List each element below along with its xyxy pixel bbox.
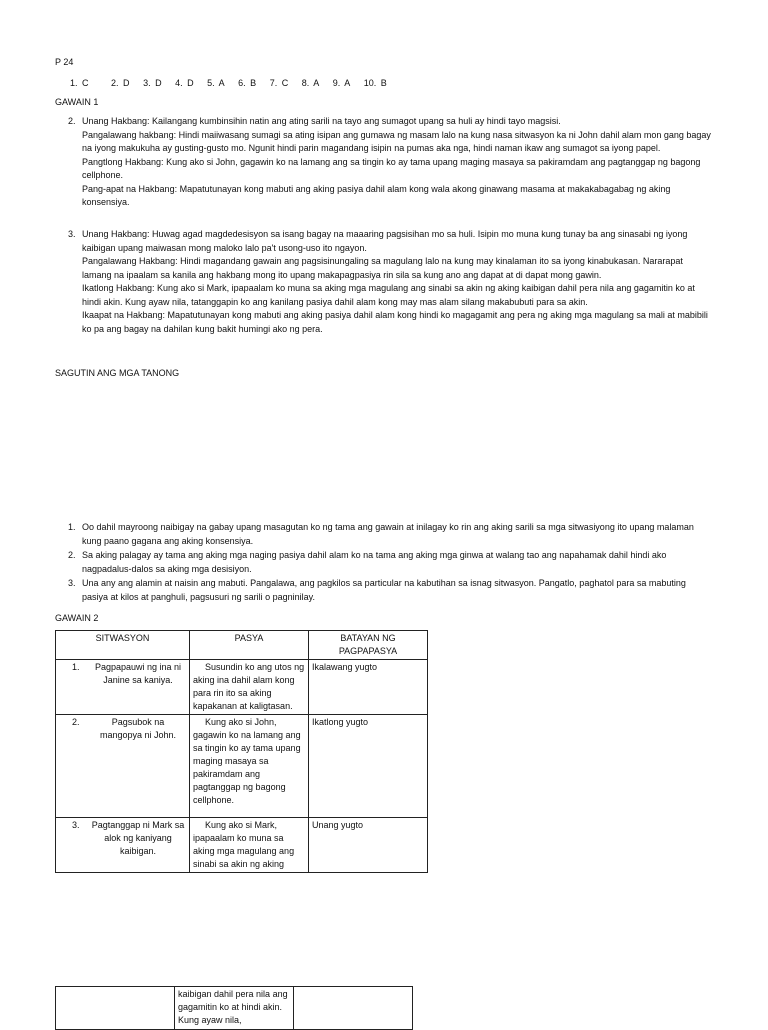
item-number: 2. (68, 550, 76, 560)
gawain1-title: GAWAIN 1 (55, 97, 99, 107)
item-number: 3. (68, 229, 76, 239)
header-pasya: PASYA (190, 631, 309, 660)
answer-text: Una any ang alamin at naisin ang mabuti. Pangalawa, ang pagkilos sa particular na kabutihan sa isnag sitwasyon. Pangatlo, paghatol para sa mabuting pasiya at kilos at panghuli, pagsusuri ng sarili o pagninilay. (82, 578, 686, 602)
step-paragraph: Pangtlong Hakbang: Kung ako si John, gagawin ko na lamang ang sa tingin ko ay tama upang maging masaya sa pakiramdam ang pagtanggap ng bagong cellphone. (82, 156, 701, 180)
step-paragraph: Ikaapat na Hakbang: Mapatutunayan kong mabuti ang aking pasiya dahil alam kong hindi ko magagamit ang pera ng aking mga magulang sa mali at mabibili ko pa ang bagay na dahilan kung bakit humingi ako ng pera. (82, 310, 708, 334)
answer-text: Sa aking palagay ay tama ang aking mga naging pasiya dahil alam ko na tama ang aking mga ginwa at walang tao ang napahamak dahil hindi ako nagpadalus-dalos sa aking mga desisiyon. (82, 550, 667, 574)
sagutin-title: SAGUTIN ANG MGA TANONG (55, 368, 180, 378)
gawain2-table-continuation (55, 986, 413, 1030)
answer-item: 9. A (332, 78, 351, 88)
cell-sitwasyon (56, 660, 190, 715)
sitwasyon-text: Pagpapauwi ng ina ni Janine sa kaniya. (94, 662, 182, 685)
cell-pasya: Kung ako si John, gagawin ko na lamang ang sa tingin ko ay tama upang maging masaya sa pakiramdam ang pagtanggap ng bagong cellphone. (190, 715, 309, 818)
table-header-row (56, 631, 428, 660)
answer-text: Oo dahil mayroong naibigay na gabay upang masagutan ko ng tama ang gawain at inilagay ko rin ang aking sarili sa mga sitwasiyong ito upang malaman kung paano gagana ang aking konsensiya. (82, 522, 694, 546)
answer-item: 5. A (207, 78, 225, 88)
cell-batayan: Ikatlong yugto (309, 715, 428, 818)
cell-batayan: Ikalawang yugto (309, 660, 428, 715)
answer-item: 6. B (238, 78, 257, 88)
step-paragraph: Ikatlong Hakbang: Kung ako si Mark, ipapaalam ko muna sa aking mga magulang ang sinabi sa akin ng aking kaibigan dahil pera nila ang gagamitin ko at hindi akin. Kung ayaw nila, tatanggapin ko ang kanilang pasiya dahil alam kong may mas alam silang makabubuti para sa akin. (82, 283, 695, 307)
cell-pasya: Kung ako si Mark, ipapaalam ko muna sa aking mga magulang ang sinabi sa akin ng aking (190, 818, 309, 873)
cell-sitwasyon-empty (56, 987, 175, 1030)
header-batayan: BATAYAN NG PAGPAPASYA (309, 631, 428, 660)
answer-item: 2. D (111, 78, 130, 88)
row-number: 1. (72, 662, 80, 672)
table-row (56, 715, 428, 818)
row-number: 2. (72, 717, 80, 727)
answer-item: 4. D (175, 78, 194, 88)
step-paragraph: Unang Hakbang: Kailangang kumbinsihin natin ang ating sarili na tayo ang sumagot upang sa huli ay hindi tayo magsisi. (82, 116, 561, 126)
answer-key (70, 77, 387, 91)
table-row (56, 660, 428, 715)
answer-paragraph-2 (68, 549, 712, 576)
item-number: 2. (68, 116, 76, 126)
answer-item: 7. C (269, 78, 289, 88)
table-row (56, 987, 413, 1030)
page-label: P 24 (55, 57, 74, 67)
gawain1-item-2 (68, 115, 712, 210)
answer-item: 3. D (143, 78, 162, 88)
gawain2-title: GAWAIN 2 (55, 613, 99, 623)
answer-item: 1. C (70, 78, 89, 88)
cell-batayan-empty (294, 987, 413, 1030)
step-paragraph: Unang Hakbang: Huwag agad magdedesisyon sa isang bagay na maaaring pagsisihan mo sa huli. Isipin mo muna kung tunay ba ang sinasabi ng iyong kaibigan upang maiwasan mong maloko lalo pa't usong-uso ito ngayon. (82, 229, 688, 253)
item-number: 3. (68, 578, 76, 588)
step-paragraph: Pang-apat na Hakbang: Mapatutunayan kong mabuti ang aking pasiya dahil alam kong wala akong ginawang masama at makakabagabag ng aking konsensiya. (82, 183, 671, 207)
gawain1-item-3 (68, 228, 712, 336)
answer-paragraph-1 (68, 521, 712, 548)
gawain2-table (55, 630, 428, 873)
answer-paragraph-3 (68, 577, 712, 604)
step-paragraph: Pangalawang Hakbang: Hindi magandang gawain ang pagsisinungaling sa magulang lalo na kung may kinalaman ito sa iyong kinabukasan. Nararapat lamang na ipaalam sa kanila ang hakbang mong ito upang makapagpasiya rin sila sa kung ano ang dapat at di dapat mong gawin. (82, 256, 683, 280)
answer-item: 8. A (301, 78, 320, 88)
row-number: 3. (72, 820, 80, 830)
table-row (56, 818, 428, 873)
sitwasyon-text: Pagsubok na mangopya ni John. (99, 717, 177, 740)
cell-pasya: Susundin ko ang utos ng aking ina dahil alam kong para rin ito sa aking kapakanan at kaligtasan. (190, 660, 309, 715)
cell-batayan: Unang yugto (309, 818, 428, 873)
cell-pasya-continued: kaibigan dahil pera nila ang gagamitin ko at hindi akin. Kung ayaw nila, (175, 987, 294, 1030)
cell-sitwasyon (56, 818, 190, 873)
sitwasyon-text: Pagtanggap ni Mark sa alok ng kaniyang kaibigan. (91, 820, 185, 856)
cell-sitwasyon (56, 715, 190, 818)
item-number: 1. (68, 522, 76, 532)
answer-item: 10. B (363, 78, 387, 88)
step-paragraph: Pangalawang hakbang: Hindi maiiwasang sumagi sa ating isipan ang gumawa ng masam lalo na kung nasa sitwasyon ka ni John dahil alam mon gang bagay na iyong makukuha ay gusting-gusto mo. Ngunit hindi parin magandang isipin na pumas aka nga, hindi naman ikaw ang sumagot sa iyong papel. (82, 129, 711, 153)
header-sitwasyon: SITWASYON (56, 631, 190, 660)
